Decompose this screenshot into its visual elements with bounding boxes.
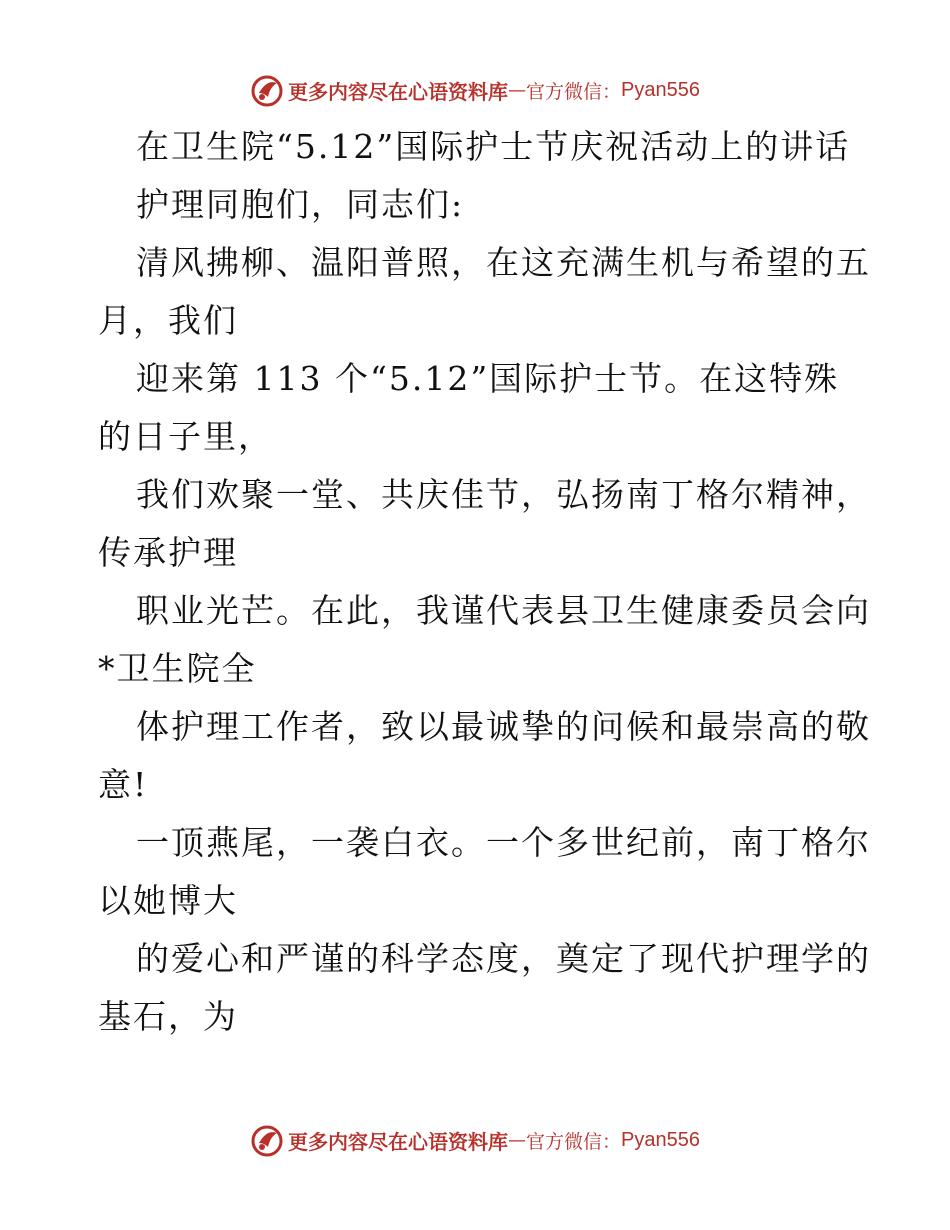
text-line: 迎来第 113 个“5.12”国际护士节。在这特殊 (136, 359, 840, 398)
text-line: 清风拂柳、温阳普照，在这充满生机与希望的五 (136, 243, 871, 282)
logo-icon (250, 73, 284, 107)
text-line: 的日子里， (98, 417, 273, 456)
text-line: 传承护理 (98, 533, 238, 572)
watermark-dash: — (508, 1129, 526, 1151)
watermark-sub-text: 官方微信： (526, 80, 622, 103)
logo-icon (250, 1123, 284, 1157)
watermark-id: Pyan556 (621, 1128, 700, 1151)
watermark-main-text: 更多内容尽在心语资料库 (288, 79, 508, 104)
watermark-dash: — (508, 79, 526, 101)
text-line: 月，我们 (98, 301, 238, 340)
text-line: 的爱心和严谨的科学态度，奠定了现代护理学的 (136, 939, 871, 978)
document-body (98, 118, 871, 1046)
text-line: 护理同胞们，同志们: (136, 185, 465, 224)
text-line: 一顶燕尾，一袭白衣。一个多世纪前，南丁格尔 (136, 823, 871, 862)
text-line: 我们欢聚一堂、共庆佳节，弘扬南丁格尔精神， (136, 475, 871, 514)
footer-watermark (0, 1120, 950, 1160)
watermark-id: Pyan556 (621, 78, 700, 101)
watermark-main-text: 更多内容尽在心语资料库 (288, 1129, 508, 1154)
watermark-sub-text: 官方微信： (526, 1130, 622, 1153)
text-line: 以她博大 (98, 881, 238, 920)
text-line: 职业光芒。在此，我谨代表县卫生健康委员会向 (136, 591, 871, 630)
text-line: 意! (98, 765, 149, 804)
text-line: *卫生院全 (98, 649, 257, 688)
text-line: 在卫生院“5.12”国际护士节庆祝活动上的讲话 (136, 127, 851, 166)
header-watermark (0, 70, 950, 110)
text-line: 基石，为 (98, 997, 238, 1036)
text-line: 体护理工作者，致以最诚挚的问候和最崇高的敬 (136, 707, 871, 746)
